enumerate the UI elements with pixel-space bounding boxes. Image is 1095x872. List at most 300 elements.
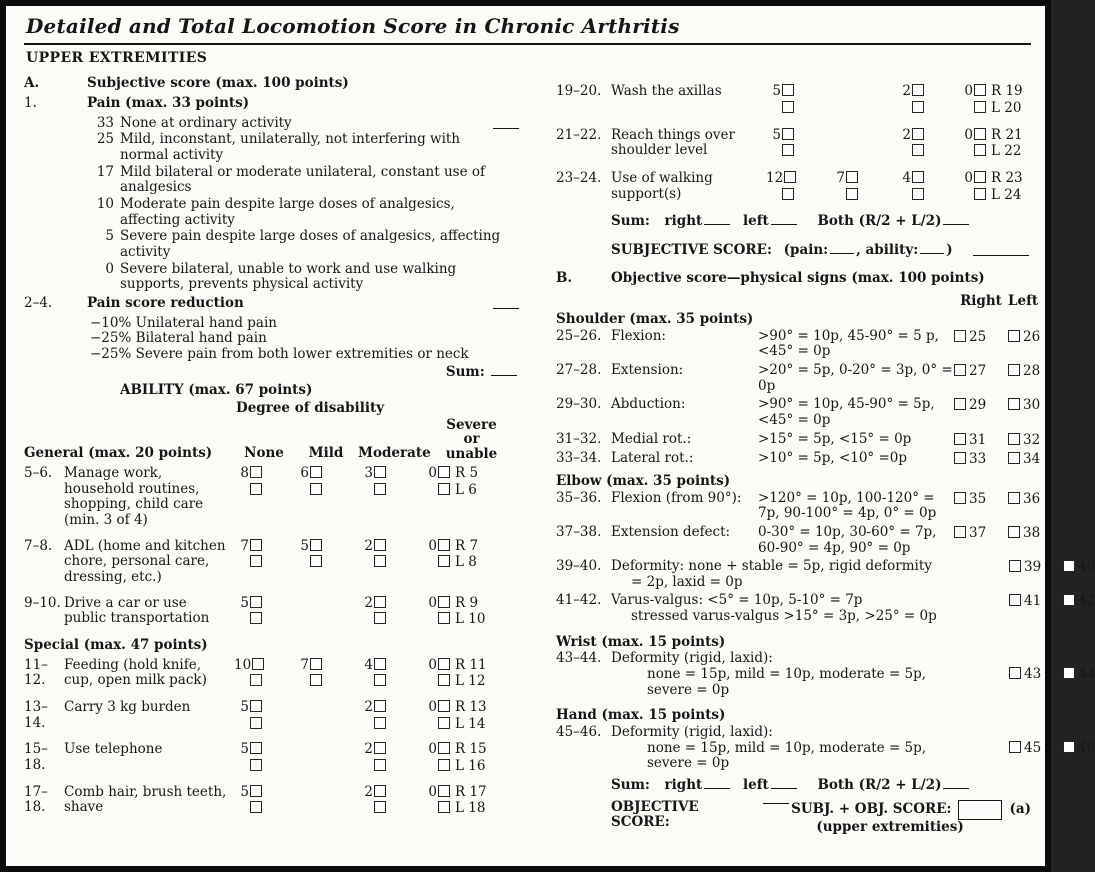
checkbox[interactable] [438,759,450,771]
cell-points: 4 [364,656,373,673]
left-box-number: 40 [1078,559,1095,576]
checkbox[interactable] [374,555,386,567]
cell-points: 7 [836,170,845,187]
checkbox[interactable] [250,759,262,771]
checkbox[interactable] [438,742,450,754]
left-item-label: L 16 [455,757,486,774]
cell-points: 7 [240,537,249,554]
criteria: 0-30° = 10p, 30-60° = 7p, 60-90° = 4p, 90° = 0p [758,523,937,556]
checkbox[interactable] [974,144,986,156]
row-label: Carry 3 kg burden [64,698,191,715]
objective-sum-line [611,778,1031,794]
row-label: Use of walking support(s) [611,170,713,202]
subjective-score-label: SUBJECTIVE SCORE: [611,242,772,259]
checkbox[interactable] [1063,594,1075,606]
pain-option [24,197,521,228]
cell-severe [422,596,521,628]
section-heading: UPPER EXTREMITIES [26,50,208,67]
pain-reduction-heading [24,296,521,312]
degree-of-disability-header: Degree of disability [236,399,385,416]
criteria [611,651,1009,698]
right-item-label: R 13 [455,698,487,715]
cell-severe [422,785,521,817]
right-item-label: R 11 [455,656,487,673]
cell-points: 0 [964,170,973,187]
cell-points: 0 [964,83,973,100]
cell-moderate [358,785,422,817]
right-box-number: 43 [1024,666,1042,683]
criteria: >10° = 5p, <10° =0p [758,450,908,467]
checkbox[interactable] [250,785,262,797]
checkbox[interactable] [974,128,986,140]
pain-option [24,116,521,132]
right-item-label: R 15 [455,741,487,758]
checkbox[interactable] [912,84,924,96]
checkbox[interactable] [374,785,386,797]
cell-points: 5 [772,126,781,143]
option-score: 5 [105,228,114,245]
measure-name: Lateral rot.: [611,450,694,467]
item-number: 1. [24,95,37,112]
table-row [24,700,521,732]
row-id: 35–36. [556,489,602,506]
checkbox[interactable] [1063,741,1075,753]
cell-points: 0 [964,126,973,143]
checkbox[interactable] [374,742,386,754]
left-item-label: L 24 [991,186,1022,203]
checkbox[interactable] [974,84,986,96]
checkbox[interactable] [374,674,386,686]
subjective-score-blank[interactable] [973,252,1029,256]
total-score-box[interactable] [958,800,1002,820]
cell-mild [294,539,358,586]
cell-moderate [358,466,422,529]
left-box-number: 34 [1023,451,1041,468]
sum-right-blank[interactable] [704,221,730,225]
criteria: >90° = 10p, 45-90° = 5 p, <45° = 0p [758,327,939,360]
objective-score-label: OBJECTIVE SCORE: [611,798,699,831]
cell-none [234,658,294,690]
checkbox[interactable] [250,555,262,567]
cell-moderate [358,596,422,628]
checkbox[interactable] [784,171,796,183]
cell-none [766,84,830,116]
cell-points: 0 [428,783,437,800]
section-title: Objective score—physical signs (max. 100 points) [611,269,985,286]
cell-severe [422,539,521,586]
left-box-number: 30 [1023,397,1041,414]
col-header-severe-line: unable [445,446,498,463]
sum-right-label: right [664,213,703,230]
cell-none [766,171,830,203]
checkbox[interactable] [954,433,966,445]
measure-name: Extension: [611,361,684,378]
criteria [611,559,1009,590]
left-box-number: 44 [1078,666,1095,683]
objective-row [556,450,1041,468]
measure-name: Flexion: [611,327,666,344]
pain-reduction-item: −25% Severe pain from both lower extremities or neck [90,345,469,362]
checkbox[interactable] [438,596,450,608]
criteria: >90° = 10p, 45-90° = 5p, <45° = 0p [758,396,935,428]
criteria [611,593,1009,624]
checkbox[interactable] [1008,492,1020,504]
row-id: 29–30. [556,396,602,413]
table-row [24,742,521,774]
cell-points: 7 [300,656,309,673]
group-heading: General (max. 20 points) [24,445,213,462]
table-row [24,658,521,690]
cell-points: 10 [234,656,252,673]
group-heading: Special (max. 47 points) [24,636,208,653]
checkbox[interactable] [782,144,794,156]
cell-points: 0 [428,594,437,611]
objective-row [556,489,1041,522]
subjective-heading [24,76,521,92]
checkbox[interactable] [954,492,966,504]
sum-right-blank[interactable] [704,785,730,789]
right-item-label: R 9 [455,594,479,611]
left-item-label: L 14 [455,715,486,732]
checkbox[interactable] [250,483,262,495]
objective-row [556,327,1041,360]
checkbox[interactable] [1008,452,1020,464]
sum-both-blank[interactable] [943,221,969,225]
checkbox[interactable] [974,188,986,200]
pain-blank[interactable] [830,250,854,254]
checkbox[interactable] [438,700,450,712]
measure-name: Flexion (from 90°): [611,489,742,506]
checkbox[interactable] [438,658,450,670]
page-title: Detailed and Total Locomotion Score in Chronic Arthritis [26,14,680,38]
cell-points: 2 [364,741,373,758]
table-row [24,539,521,586]
table-row [24,596,521,628]
measure-name: Deformity (rigid, laxid): [611,724,773,741]
row-id: 43–44. [556,650,602,667]
cell-points: 5 [772,83,781,100]
checkbox[interactable] [250,674,262,686]
joint-heading: Shoulder (max. 35 points) [556,310,754,327]
checkbox[interactable] [250,539,262,551]
right-box-number: 25 [969,328,987,345]
criteria-line: Deformity: none + stable = 5p, rigid deformity [611,558,932,575]
checkbox[interactable] [954,364,966,376]
row-id: 31–32. [556,430,602,447]
checkbox[interactable] [974,101,986,113]
objective-heading [556,271,1031,287]
checkbox[interactable] [438,539,450,551]
row-id: 37–38. [556,523,602,540]
option-text: Mild, inconstant, unilaterally, not interfering with normal activity [120,131,461,164]
checkbox[interactable] [912,101,924,113]
checkbox[interactable] [374,483,386,495]
cell-mild [294,658,358,690]
objective-row [556,523,1041,556]
row-id: 41–42. [556,592,602,609]
cell-moderate [358,700,422,732]
criteria-line: none = 15p, mild = 10p, moderate = 5p, [647,739,927,756]
checkbox[interactable] [438,785,450,797]
checkbox[interactable] [250,612,262,624]
cell-points: 0 [428,465,437,482]
ability-blank[interactable] [920,250,944,254]
cell-none [234,785,294,817]
col-header-severe [422,418,521,463]
sum-both-label: Both (R/2 + L/2) [817,777,942,794]
joint-heading: Elbow (max. 35 points) [556,472,731,489]
cell-mild-empty [294,700,358,732]
sum-left-blank[interactable] [771,785,797,789]
cell-points: 5 [240,741,249,758]
left-box-number: 32 [1023,431,1041,448]
cell-mild-empty [830,128,896,160]
checkbox[interactable] [1063,560,1075,572]
cell-mild-empty [830,84,896,116]
option-text: Moderate pain despite large doses of analgesics, affecting activity [120,196,455,228]
sum-label: Sum: [611,213,650,230]
right-box-number: 27 [969,362,987,379]
checkbox[interactable] [310,466,322,478]
criteria-line: = 2p, laxid = 0p [631,573,743,590]
checkbox[interactable] [1009,741,1021,753]
criteria-line: stressed varus-valgus >15° = 3p, >25° = 0p [631,608,937,625]
pain-sum-line [24,365,519,381]
checkbox[interactable] [374,700,386,712]
checkbox[interactable] [250,801,262,813]
objective-row [556,592,1095,625]
checkbox[interactable] [954,526,966,538]
sum-left-label: left [742,777,769,794]
left-box-number: 28 [1023,362,1041,379]
right-box-number: 41 [1024,593,1042,610]
table-row [24,466,521,529]
checkbox[interactable] [782,84,794,96]
criteria: >15° = 5p, <15° = 0p [758,430,912,447]
row-id: 15–18. [24,741,48,773]
checkbox[interactable] [250,700,262,712]
checkbox[interactable] [438,612,450,624]
cell-none [766,128,830,160]
right-item-label: R 23 [991,170,1023,187]
cell-points: 2 [364,537,373,554]
right-box-number: 37 [969,524,987,541]
checkbox[interactable] [438,555,450,567]
total-score-sublabel: (upper extremities) [816,818,964,835]
right-item-label: R 5 [455,465,479,482]
checkbox[interactable] [912,144,924,156]
cell-points: 5 [300,537,309,554]
cell-mild [294,466,358,529]
row-label: Comb hair, brush teeth, shave [64,783,227,816]
ability-table-header [24,418,521,463]
checkbox[interactable] [954,398,966,410]
col-header-none: None [244,445,284,462]
cell-points: 0 [428,537,437,554]
cell-points: 3 [364,465,373,482]
checkbox[interactable] [310,658,322,670]
checkbox[interactable] [974,171,986,183]
checkbox[interactable] [252,658,264,670]
cell-severe [958,128,1031,160]
criteria-line: severe = 0p [647,681,730,698]
checkbox[interactable] [374,612,386,624]
checkbox[interactable] [374,759,386,771]
cell-severe [958,84,1031,116]
checkbox[interactable] [374,717,386,729]
pain-reduction-item: −10% Unilateral hand pain [90,314,277,331]
subjective-score-line [611,243,1031,259]
sum-both-blank[interactable] [943,785,969,789]
table-row [556,84,1031,116]
checkbox[interactable] [250,717,262,729]
section-letter: A. [24,75,40,92]
cell-none [234,742,294,774]
cell-points: 12 [766,170,784,187]
col-header-severe-line: or [463,431,480,448]
option-score: 33 [96,114,114,131]
checkbox[interactable] [1063,667,1075,679]
checkbox[interactable] [782,101,794,113]
checkbox[interactable] [1008,398,1020,410]
objective-row [556,430,1041,449]
checkbox[interactable] [782,188,794,200]
table-row [24,785,521,817]
checkbox[interactable] [1008,433,1020,445]
col-header-left: Left [1008,293,1039,310]
left-box-number: 36 [1023,490,1041,507]
cell-severe [422,700,521,732]
sum-label: Sum: [445,363,485,380]
checkbox[interactable] [954,452,966,464]
row-id: 13–14. [24,698,48,731]
criteria: >20° = 5p, 0-20° = 3p, 0° = 0p [758,361,953,394]
checkbox[interactable] [846,188,858,200]
ability-heading: ABILITY (max. 67 points) [120,382,313,399]
checkbox[interactable] [1008,330,1020,342]
checkbox[interactable] [438,801,450,813]
checkbox[interactable] [310,674,322,686]
checkbox[interactable] [912,188,924,200]
sum-left-blank[interactable] [771,221,797,225]
cell-moderate [358,658,422,690]
checkbox[interactable] [374,658,386,670]
pain-reduction-title: Pain score reduction [87,294,244,311]
table-row [556,171,1031,203]
row-label: Feeding (hold knife, cup, open milk pack) [64,656,207,689]
left-item-label: L 12 [455,673,486,690]
cell-mild-empty [294,596,358,628]
checkbox[interactable] [374,596,386,608]
criteria-line: severe = 0p [647,755,730,772]
section-title: Subjective score (max. 100 points) [87,75,349,92]
left-box-number: 42 [1078,593,1095,610]
checkbox[interactable] [310,539,322,551]
left-item-label: L 20 [991,100,1022,117]
cell-severe [958,171,1031,203]
left-item-label: L 10 [455,611,486,628]
pain-reduction-blank[interactable] [493,305,519,309]
checkbox[interactable] [782,128,794,140]
sum-left-label: left [742,213,769,230]
checkbox[interactable] [438,466,450,478]
option-text: None at ordinary activity [120,114,292,131]
checkbox[interactable] [438,674,450,686]
ability-sum-line [611,214,1031,230]
checkbox[interactable] [1008,364,1020,376]
checkbox[interactable] [912,128,924,140]
cell-moderate [358,539,422,586]
row-label: Drive a car or use public transportation [64,594,210,627]
checkbox[interactable] [1009,667,1021,679]
checkbox[interactable] [310,555,322,567]
checkbox[interactable] [374,539,386,551]
left-item-label: L 18 [455,800,486,817]
cell-points: 8 [240,465,249,482]
a-label: (a) [1009,800,1031,817]
right-item-label: R 7 [455,537,479,554]
pain-score-blank[interactable] [493,125,519,129]
checkbox[interactable] [250,742,262,754]
section-letter: B. [556,269,573,286]
cell-points: 2 [364,594,373,611]
cell-mild [830,171,896,203]
cell-moderate [896,84,958,116]
checkbox[interactable] [954,330,966,342]
right-item-label: R 21 [991,126,1023,143]
checkbox[interactable] [438,717,450,729]
row-id: 23–24. [556,170,602,187]
criteria: >120° = 10p, 100-120° = 7p, 90-100° = 4p, 0° = 0p [758,489,937,522]
cell-moderate [896,128,958,160]
cell-points: 2 [902,83,911,100]
cell-severe [422,658,521,690]
checkbox[interactable] [912,171,924,183]
checkbox[interactable] [1009,594,1021,606]
row-id: 17–18. [24,783,48,816]
checkbox[interactable] [374,466,386,478]
criteria-line: none = 15p, mild = 10p, moderate = 5p, [647,666,927,683]
pain-option [24,262,521,293]
cell-points: 0 [428,698,437,715]
cell-moderate [896,171,958,203]
pain-reduction-item: −25% Bilateral hand pain [90,330,267,347]
objective-row [556,361,1041,394]
cell-none [234,539,294,586]
checkbox[interactable] [374,801,386,813]
option-text: Mild bilateral or moderate unilateral, constant use of analgesics [120,163,485,196]
checkbox[interactable] [1009,560,1021,572]
sum-label: Sum: [611,777,650,794]
total-score-block [791,800,1031,836]
row-label: Use telephone [64,741,163,758]
row-id: 5–6. [24,465,53,482]
option-text: Severe pain despite large doses of analgesics, affecting activity [120,228,501,260]
checkbox[interactable] [250,596,262,608]
checkbox[interactable] [438,483,450,495]
checkbox[interactable] [846,171,858,183]
row-id: 45–46. [556,724,602,741]
sum-blank[interactable] [491,372,517,376]
checkbox[interactable] [250,466,262,478]
checkbox[interactable] [1008,526,1020,538]
objective-score-blank[interactable] [763,800,789,804]
left-item-label: L 6 [455,481,477,498]
cell-none [234,466,294,529]
right-box-number: 33 [969,451,987,468]
checkbox[interactable] [310,483,322,495]
col-header-severe-line: Severe [446,416,497,433]
